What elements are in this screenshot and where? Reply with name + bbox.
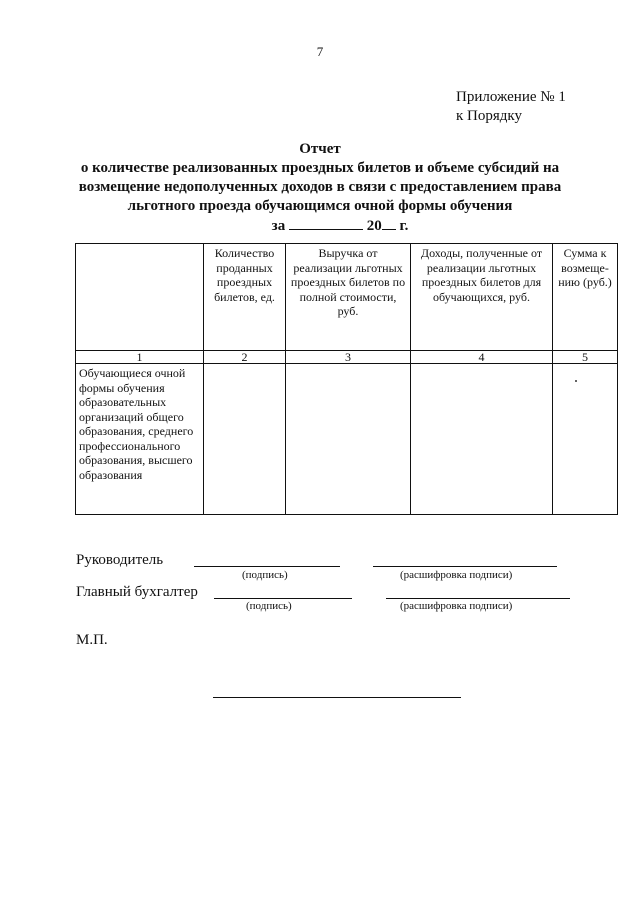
cell-tickets-sold[interactable] (204, 364, 286, 515)
seal-label: М.П. (76, 632, 108, 648)
title-line-2: возмещение недополученных доходов в связи с предоставлением права (78, 179, 562, 195)
table-header-row (76, 244, 618, 351)
page-number: 7 (316, 44, 324, 59)
head-decode-hint: (расшифровка подписи) (400, 569, 513, 581)
period-suffix: г. (399, 218, 409, 234)
report-period (100, 216, 580, 236)
head-signature-line[interactable] (194, 566, 340, 567)
appendix-reference (456, 88, 566, 126)
column-number: 5 (553, 351, 618, 364)
table-row (76, 364, 618, 515)
accountant-label: Главный бухгалтер (76, 584, 198, 600)
header-compensation-sum: Сумма к возмеще-нию (руб.) (553, 244, 618, 351)
cell-revenue-full-price[interactable] (286, 364, 411, 515)
accountant-decode-hint: (расшифровка подписи) (400, 600, 513, 612)
head-decode-line[interactable] (373, 566, 557, 567)
header-revenue-full-price: Выручка от реализации льготных проездных билетов по полной стоимости, руб. (286, 244, 411, 351)
cell-income-students[interactable] (411, 364, 553, 515)
appendix-line-1: Приложение № 1 (456, 89, 566, 105)
bottom-divider (213, 697, 461, 698)
header-income-students: Доходы, полученные от реализации льготных проездных билетов для обучающихся, руб. (411, 244, 553, 351)
appendix-line-2: к Порядку (456, 108, 522, 124)
title-line-3: льготного проезда обучающимся очной формы обучения (127, 198, 513, 214)
column-number: 3 (286, 351, 411, 364)
row-label-students: Обучающиеся очной формы обучения образовательных организаций общего образования, среднего профессионального образования, высшего образования (76, 364, 204, 515)
accountant-signature-hint: (подпись) (246, 600, 292, 612)
report-title (60, 140, 580, 236)
accountant-decode-line[interactable] (386, 598, 570, 599)
header-cell-1 (76, 244, 204, 351)
accountant-signature-line[interactable] (214, 598, 352, 599)
column-number: 1 (76, 351, 204, 364)
year-blank-line[interactable] (382, 216, 396, 230)
head-signature-hint: (подпись) (242, 569, 288, 581)
head-label: Руководитель (76, 552, 164, 568)
stray-mark (575, 380, 577, 382)
period-year: 20 (366, 218, 382, 234)
column-number-row (76, 351, 618, 364)
report-table (75, 243, 618, 515)
column-number: 4 (411, 351, 553, 364)
header-tickets-sold: Количество проданных проездных билетов, ед. (204, 244, 286, 351)
cell-compensation-sum[interactable] (553, 364, 618, 515)
title-heading: Отчет (299, 141, 341, 157)
period-prefix: за (271, 218, 286, 234)
period-blank-line[interactable] (289, 216, 363, 230)
title-line-1: о количестве реализованных проездных билетов и объеме субсидий на (80, 160, 560, 176)
column-number: 2 (204, 351, 286, 364)
